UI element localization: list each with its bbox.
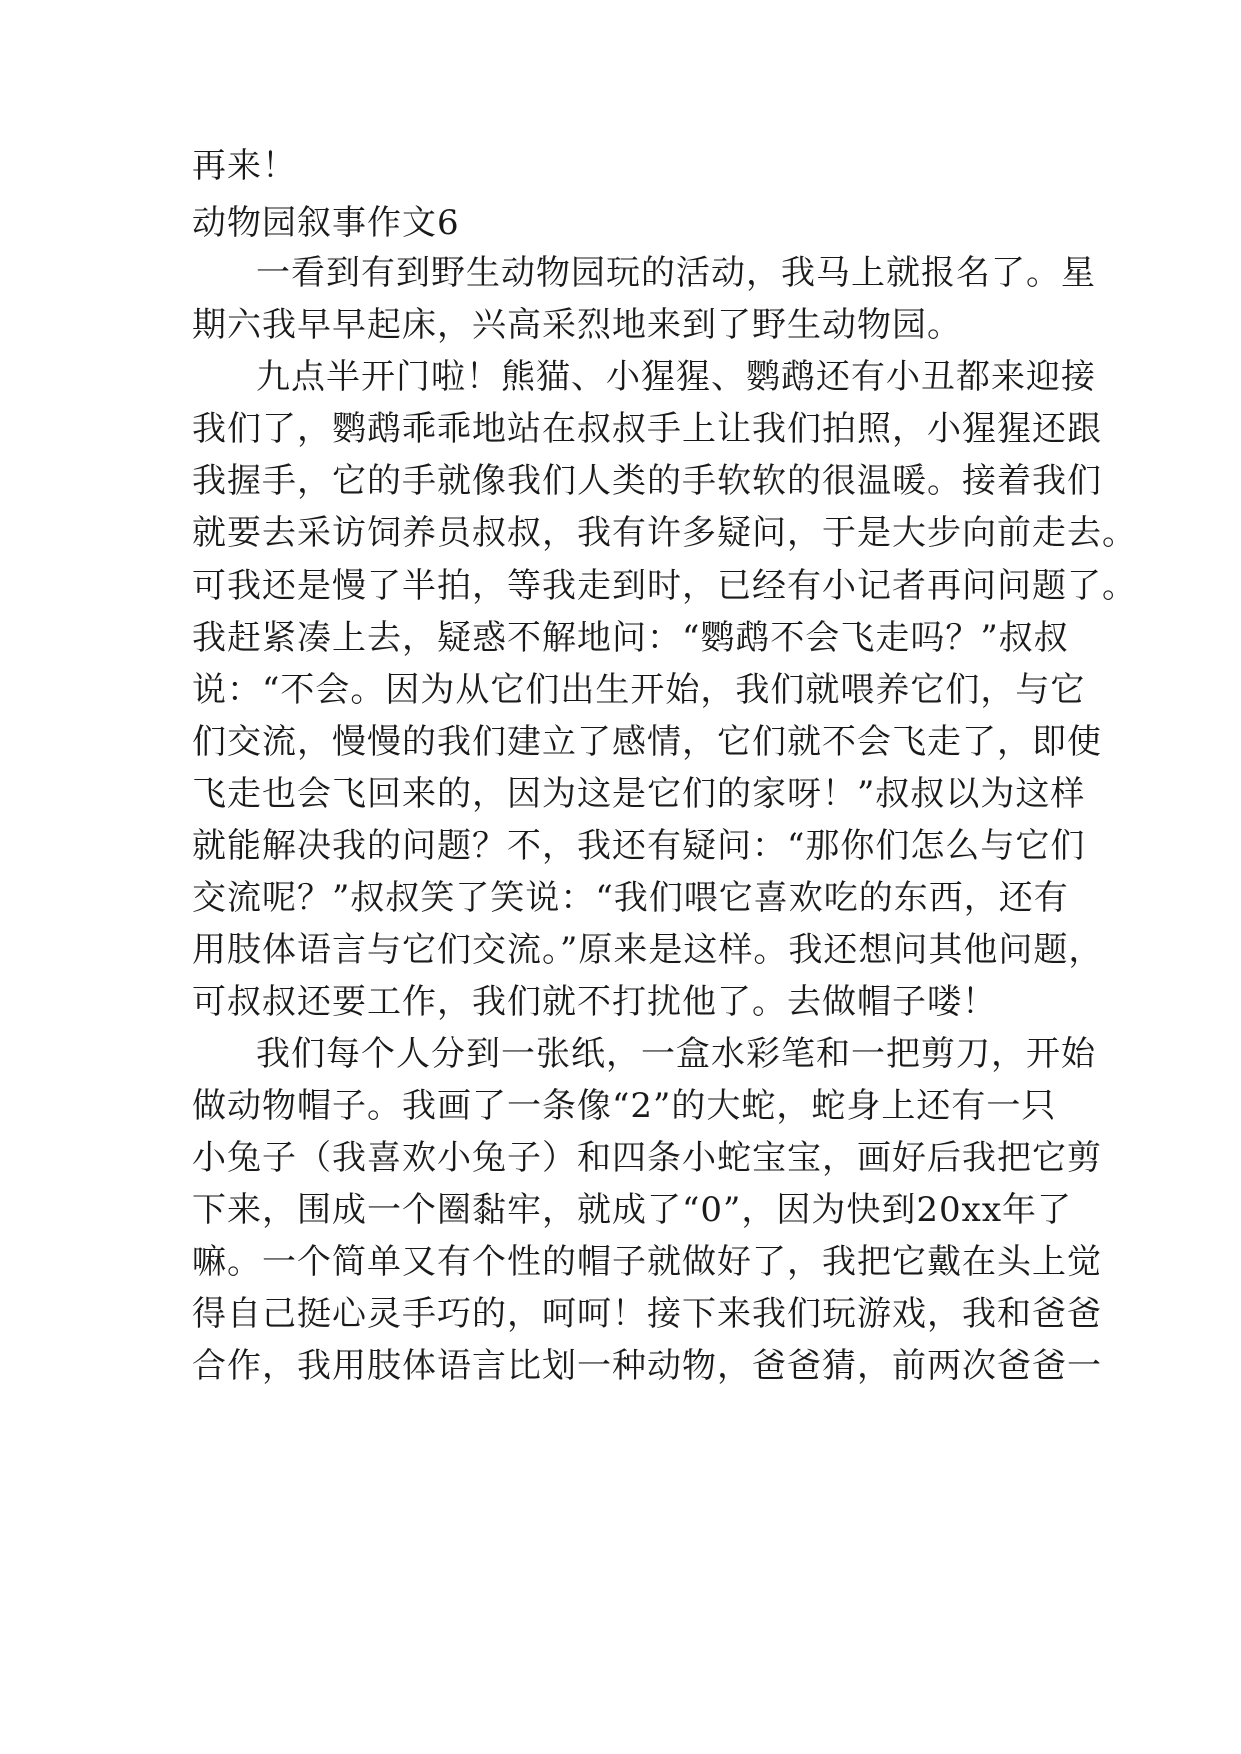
text-line: 再来！ bbox=[192, 146, 297, 186]
text-line: 下来，围成一个圈黏牢，就成了“0”，因为快到20xx年了 bbox=[192, 1190, 1073, 1230]
text-line: 得自己挺心灵手巧的，呵呵！接下来我们玩游戏，我和爸爸 bbox=[192, 1294, 1102, 1334]
paragraph-start-line: 一看到有到野生动物园玩的活动，我马上就报名了。星 bbox=[256, 253, 1096, 293]
text-line: 我握手，它的手就像我们人类的手软软的很温暖。接着我们 bbox=[192, 461, 1102, 501]
text-line: 就要去采访饲养员叔叔，我有许多疑问，于是大步向前走去。 bbox=[192, 513, 1137, 553]
text-line: 就能解决我的问题？不，我还有疑问：“那你们怎么与它们 bbox=[192, 826, 1086, 866]
section-title: 动物园叙事作文6 bbox=[192, 203, 460, 243]
paragraph-start-line: 九点半开门啦！熊猫、小猩猩、鹦鹉还有小丑都来迎接 bbox=[256, 357, 1096, 397]
text-line: 合作，我用肢体语言比划一种动物，爸爸猜，前两次爸爸一 bbox=[192, 1346, 1102, 1386]
paragraph-start-line: 我们每个人分到一张纸，一盒水彩笔和一把剪刀，开始 bbox=[256, 1034, 1096, 1074]
text-line: 可我还是慢了半拍，等我走到时，已经有小记者再问问题了。 bbox=[192, 566, 1137, 606]
text-line: 交流呢？”叔叔笑了笑说：“我们喂它喜欢吃的东西，还有 bbox=[192, 878, 1069, 918]
text-line: 们交流，慢慢的我们建立了感情，它们就不会飞走了，即使 bbox=[192, 722, 1102, 762]
text-line: 可叔叔还要工作，我们就不打扰他了。去做帽子喽！ bbox=[192, 982, 997, 1022]
text-line: 飞走也会飞回来的，因为这是它们的家呀！”叔叔以为这样 bbox=[192, 774, 1086, 814]
text-line: 期六我早早起床，兴高采烈地来到了野生动物园。 bbox=[192, 305, 962, 345]
text-line: 说：“不会。因为从它们出生开始，我们就喂养它们，与它 bbox=[192, 670, 1086, 710]
text-line: 小兔子（我喜欢小兔子）和四条小蛇宝宝，画好后我把它剪 bbox=[192, 1138, 1102, 1178]
text-line: 用肢体语言与它们交流。”原来是这样。我还想问其他问题， bbox=[192, 930, 1104, 970]
text-line: 我赶紧凑上去，疑惑不解地问：“鹦鹉不会飞走吗？”叔叔 bbox=[192, 618, 1069, 658]
text-line: 做动物帽子。我画了一条像“2”的大蛇，蛇身上还有一只 bbox=[192, 1086, 1057, 1126]
text-line: 我们了，鹦鹉乖乖地站在叔叔手上让我们拍照，小猩猩还跟 bbox=[192, 409, 1102, 449]
text-line: 嘛。一个简单又有个性的帽子就做好了，我把它戴在头上觉 bbox=[192, 1242, 1102, 1282]
